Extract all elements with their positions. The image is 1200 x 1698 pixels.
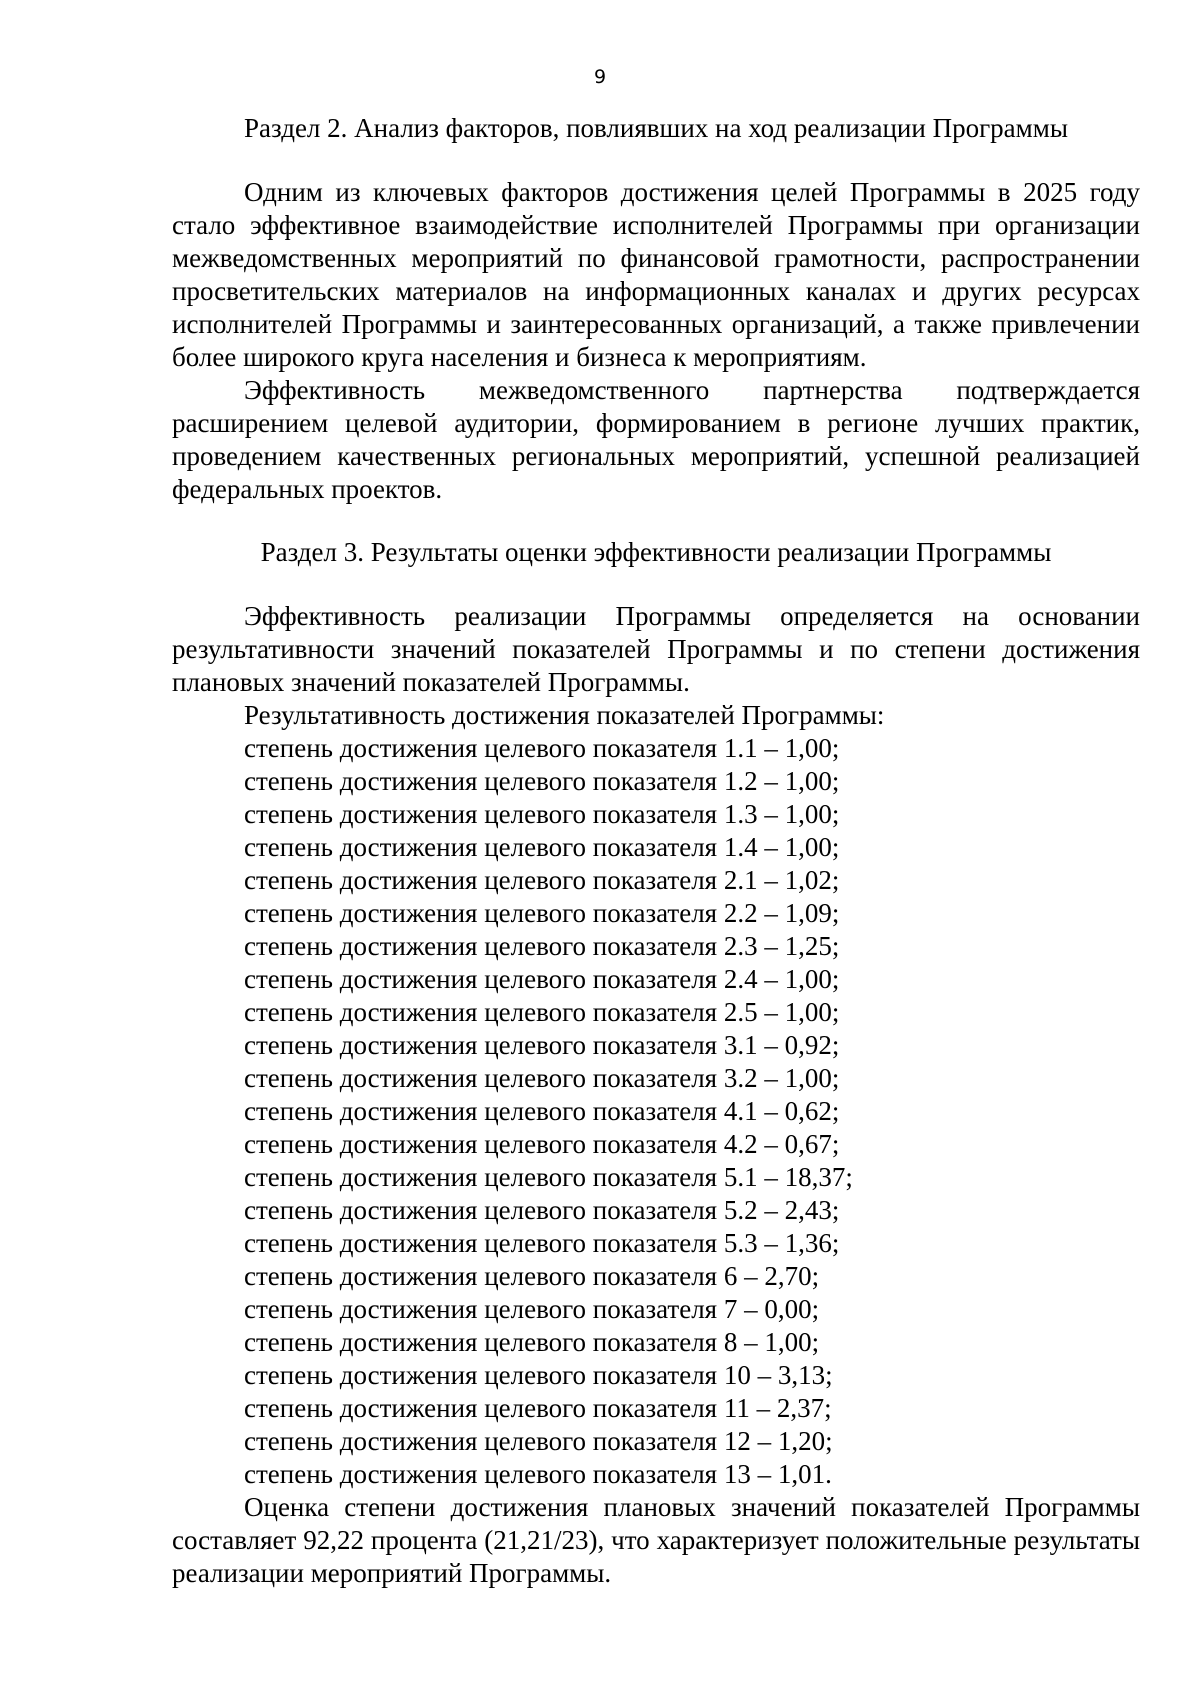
section-2-paragraph: Эффективность межведомственного партнерства подтверждается расширением целевой аудитории, формированием в регионе лучших практик, проведением качественных региональных мероприятий, успешной реализацией федеральных проектов. — [172, 375, 1140, 504]
indicator-list-item: степень достижения целевого показателя 2.4 – 1,00; — [244, 964, 840, 994]
indicator-list-item: степень достижения целевого показателя 1.3 – 1,00; — [244, 799, 840, 829]
section-3-heading: Раздел 3. Результаты оценки эффективности реализации Программы — [260, 537, 1052, 567]
indicator-list-item: степень достижения целевого показателя 5.2 – 2,43; — [244, 1195, 840, 1225]
indicator-list-item: степень достижения целевого показателя 1.2 – 1,00; — [244, 766, 840, 796]
indicator-list-item: степень достижения целевого показателя 1.1 – 1,00; — [244, 733, 840, 763]
indicator-list-item: степень достижения целевого показателя 4.1 – 0,62; — [244, 1096, 840, 1126]
indicator-list-item: степень достижения целевого показателя 10 – 3,13; — [244, 1360, 833, 1390]
indicator-list-item: степень достижения целевого показателя 5.1 – 18,37; — [244, 1162, 853, 1192]
indicator-list — [172, 732, 1140, 1491]
indicator-list-item: степень достижения целевого показателя 7 – 0,00; — [244, 1294, 820, 1324]
indicator-list-item: степень достижения целевого показателя 8 – 1,00; — [244, 1327, 820, 1357]
indicator-list-item: степень достижения целевого показателя 13 – 1,01. — [244, 1459, 832, 1489]
document-body — [172, 112, 1140, 1590]
indicator-list-item: степень достижения целевого показателя 1.4 – 1,00; — [244, 832, 840, 862]
section-2-paragraph: Одним из ключевых факторов достижения целей Программы в 2025 году стало эффективное взаимодействие исполнителей Программы при организации межведомственных мероприятий по финансовой грамотности, распространении просветительских материалов на информационных каналах и других ресурсах исполнителей Программы и заинтересованных организаций, а также привлечении более широкого круга населения и бизнеса к мероприятиям. — [172, 177, 1140, 372]
page-number: 9 — [593, 66, 607, 88]
section-3-intro: Эффективность реализации Программы определяется на основании результативности значений показателей Программы и по степени достижения плановых значений показателей Программы. — [172, 601, 1140, 697]
indicator-list-item: степень достижения целевого показателя 3.2 – 1,00; — [244, 1063, 840, 1093]
indicator-list-item: степень достижения целевого показателя 2.5 – 1,00; — [244, 997, 840, 1027]
indicator-list-item: степень достижения целевого показателя 12 – 1,20; — [244, 1426, 833, 1456]
section-2-heading: Раздел 2. Анализ факторов, повлиявших на ход реализации Программы — [244, 113, 1068, 143]
indicator-list-item: степень достижения целевого показателя 5.3 – 1,36; — [244, 1228, 840, 1258]
section-3-conclusion: Оценка степени достижения плановых значений показателей Программы составляет 92,22 процента (21,21/23), что характеризует положительные результаты реализации мероприятий Программы. — [172, 1492, 1140, 1588]
indicator-list-item: степень достижения целевого показателя 4.2 – 0,67; — [244, 1129, 840, 1159]
indicator-list-item: степень достижения целевого показателя 3.1 – 0,92; — [244, 1030, 840, 1060]
indicator-list-item: степень достижения целевого показателя 2.1 – 1,02; — [244, 865, 840, 895]
indicator-list-item: степень достижения целевого показателя 2.2 – 1,09; — [244, 898, 840, 928]
indicator-list-item: степень достижения целевого показателя 11 – 2,37; — [244, 1393, 832, 1423]
indicator-list-item: степень достижения целевого показателя 6 – 2,70; — [244, 1261, 820, 1291]
indicator-list-item: степень достижения целевого показателя 2.3 – 1,25; — [244, 931, 840, 961]
indicator-list-title: Результативность достижения показателей Программы: — [244, 700, 885, 730]
